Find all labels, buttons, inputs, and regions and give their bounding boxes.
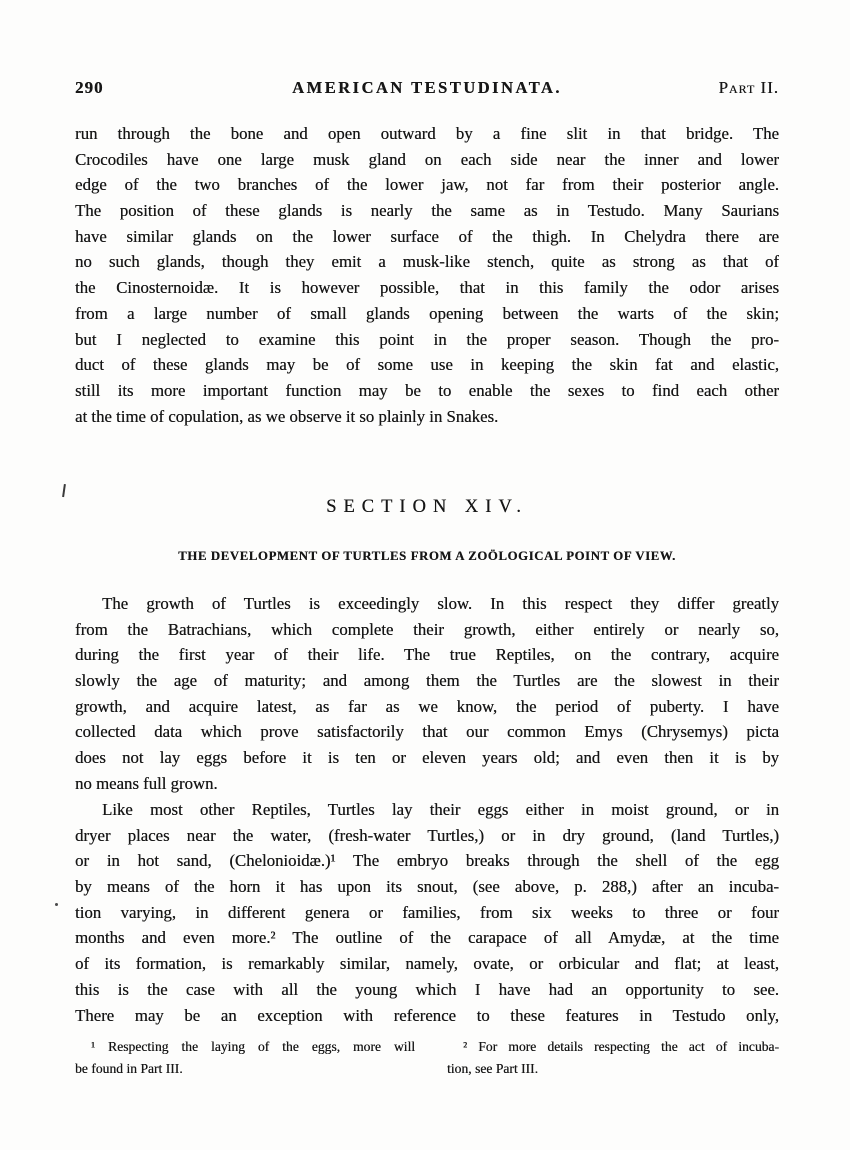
- text-line: Crocodiles have one large musk gland on each side near the inner and lower: [75, 149, 779, 169]
- text-line: from a large number of small glands opening between the warts of the skin;: [75, 303, 779, 323]
- text-line: this is the case with all the young which I have had an opportunity to see.: [75, 979, 779, 999]
- running-head: [75, 78, 779, 98]
- scan-artifact: [62, 484, 65, 497]
- text-line: have similar glands on the lower surface of the thigh. In Chelydra there are: [75, 226, 779, 246]
- text-line: slowly the age of maturity; and among them the Turtles are the slowest in their: [75, 671, 779, 691]
- text-line: Like most other Reptiles, Turtles lay their eggs either in moist ground, or in: [102, 800, 779, 819]
- text-line: still its more important function may be to enable the sexes to find each other: [75, 380, 779, 400]
- footnotes: [75, 1036, 779, 1079]
- text-line: dryer places near the water, (fresh-water Turtles,) or in dry ground, (land Turtles,): [75, 825, 779, 845]
- text-line: or in hot sand, (Chelonioidæ.)¹ The embryo breaks through the shell of the egg: [75, 851, 779, 871]
- text-line: be found in Part III.: [75, 1060, 183, 1076]
- section-title: SECTION XIV.: [326, 497, 528, 517]
- text-line: no means full grown.: [75, 773, 218, 793]
- footnote-right: [447, 1036, 779, 1079]
- text-line: ² For more details respecting the act of incuba-: [463, 1039, 779, 1054]
- text-line: of its formation, is remarkably similar, namely, ovate, or orbicular and flat; at least,: [75, 954, 779, 974]
- text-line: ¹ Respecting the laying of the eggs, more will: [91, 1039, 415, 1054]
- text-line: duct of these glands may be of some use in keeping the skin fat and elastic,: [75, 355, 779, 375]
- text-line: growth, and acquire latest, as far as we know, the period of puberty. I have: [75, 696, 779, 716]
- text-line: by means of the horn it has upon its snout, (see above, p. 288,) after an incuba-: [75, 877, 779, 897]
- paragraph-eggs: [75, 797, 779, 1028]
- text-line: no such glands, though they emit a musk-like stench, quite as strong as that of: [75, 252, 779, 272]
- text-line: collected data which prove satisfactorily that our common Emys (Chrysemys) picta: [75, 722, 779, 742]
- text-line: from the Batrachians, which complete their growth, either entirely or nearly so,: [75, 619, 779, 639]
- section-subtitle: THE DEVELOPMENT OF TURTLES FROM A ZOÖLOGICAL POINT OF VIEW.: [178, 549, 676, 563]
- page-number: 290: [75, 78, 104, 97]
- text-line: tion varying, in different genera or families, from six weeks to three or four: [75, 902, 779, 922]
- text-line: during the first year of their life. The true Reptiles, on the contrary, acquire: [75, 645, 779, 665]
- text-line: months and even more.² The outline of the carapace of all Amydæ, at the time: [75, 928, 779, 948]
- running-head-title: AMERICAN TESTUDINATA.: [292, 78, 562, 97]
- footnote-left: [75, 1036, 415, 1079]
- text-line: edge of the two branches of the lower jaw, not far from their posterior angle.: [75, 175, 779, 195]
- text-line: There may be an exception with reference to these features in Testudo only,: [75, 1005, 779, 1025]
- scan-artifact: [55, 903, 58, 906]
- text-line: at the time of copulation, as we observe it so plainly in Snakes.: [75, 406, 499, 426]
- text-line: The growth of Turtles is exceedingly slow. In this respect they differ greatly: [102, 594, 779, 613]
- text-line: does not lay eggs before it is ten or eleven years old; and even then it is by: [75, 748, 779, 768]
- paragraph-growth: [75, 591, 779, 797]
- paragraph-musk-glands: [75, 121, 779, 429]
- text-line: run through the bone and open outward by a fine slit in that bridge. The: [75, 124, 779, 143]
- text-line: but I neglected to examine this point in the proper season. Though the pro-: [75, 329, 779, 349]
- text-line: the Cinosternoidæ. It is however possible, that in this family the odor arises: [75, 278, 779, 298]
- running-head-part: Part II.: [718, 78, 779, 97]
- text-line: The position of these glands is nearly the same as in Testudo. Many Saurians: [75, 201, 779, 221]
- text-line: tion, see Part III.: [447, 1060, 538, 1076]
